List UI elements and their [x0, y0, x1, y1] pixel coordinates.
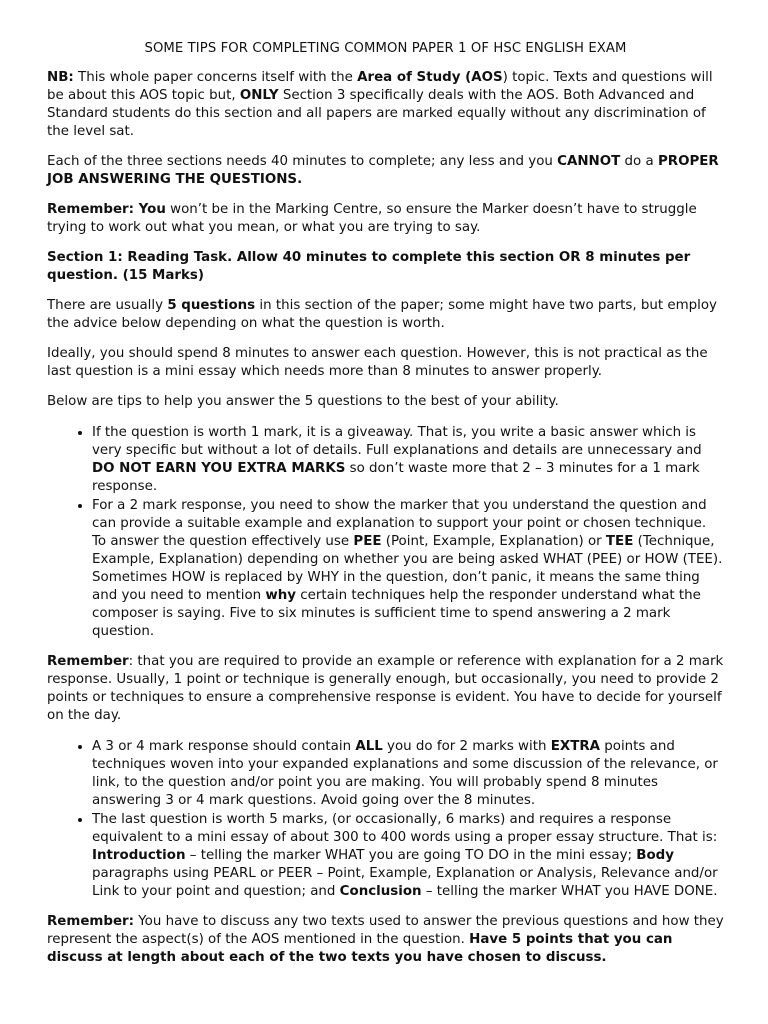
usually-paragraph — [47, 297, 724, 333]
below-paragraph: Below are tips to help you answer the 5 questions to the best of your ability. — [47, 394, 559, 409]
sections-time-bold-cannot: CANNOT — [557, 154, 621, 169]
sections-time-text-2: do a — [620, 154, 658, 169]
three-four-text-2: you do for 2 marks with — [382, 739, 551, 754]
three-four-text-1: A 3 or 4 mark response should contain — [92, 739, 356, 754]
remember-text-1: won’t be in the Marking Centre, so ensure the Marker doesn’t have to struggle trying to work out what you mean, or what you are trying to say. — [47, 202, 697, 235]
ideally-paragraph: Ideally, you should spend 8 minutes to answer each question. However, this is not practical as the last question is a mini essay which needs more than 8 minutes to answer properly. — [47, 346, 708, 379]
nb-bold-only: ONLY — [239, 88, 279, 103]
bullet-list-2 — [47, 737, 724, 901]
nb-bold-aos: Area of Study (AOS — [357, 70, 503, 85]
two-mark-bold-pee: PEE — [353, 534, 382, 549]
two-mark-text-4: certain techniques help the responder understand what the composer is saying. Five to six minutes is sufficient time to spend answering a 2 mark question. — [92, 588, 701, 639]
section1-heading-text: Section 1: Reading Task. Allow 40 minutes to complete this section OR 8 minutes per question. (15 Marks) — [47, 250, 691, 283]
three-four-text-3: points and techniques woven into your expanded explanations and some discussion of the relevance, or link, to the question and/or point you are making. You will probably spend 8 minutes answering 3 or 4 mark questions. Avoid going over the 8 minutes. — [92, 739, 718, 808]
remember-paragraph-1 — [47, 201, 724, 237]
last-q-bold-conclusion: Conclusion — [339, 884, 422, 899]
list-item-one-mark — [92, 423, 724, 496]
remember-label-2: Remember — [47, 654, 129, 669]
bullet-list-1 — [47, 423, 724, 641]
last-q-bold-introduction: Introduction — [92, 848, 186, 863]
remember-paragraph-3 — [47, 913, 724, 967]
remember-text-2: : that you are required to provide an example or reference with explanation for a 2 mark response. Usually, 1 point or technique is generally enough, but occasionally, you need to provide 2 points or techniques to ensure a comprehensive response is evident. You have to decide for yourself on the day. — [47, 654, 724, 723]
nb-text-3: Section 3 specifically deals with the AOS. Both Advanced and Standard students do this section and all papers are marked equally without any discrimination of the level sat. — [47, 88, 706, 139]
list-item-two-mark — [92, 496, 724, 641]
last-q-text-2: – telling the marker WHAT you are going TO DO in the mini essay; — [185, 848, 637, 863]
three-four-bold-extra: EXTRA — [550, 739, 600, 754]
usually-text-2: in this section of the paper; some might have two parts, but employ the advice below depending on what the question is worth. — [47, 298, 717, 331]
remember-paragraph-2 — [47, 653, 724, 725]
one-mark-text-2: so don’t waste more that 2 – 3 minutes for a 1 mark response. — [92, 461, 700, 494]
two-mark-text-1: For a 2 mark response, you need to show the marker that you understand the question and can provide a suitable example and explanation to support your point or chosen technique. To answer the question effectively use — [92, 498, 707, 549]
two-mark-text-3: (Technique, Example, Explanation) depending on whether you are being asked WHAT (PEE) or HOW (TEE). Sometimes HOW is replaced by WHY in the question, don’t panic, it means the same thing and you need to mention — [92, 534, 723, 603]
remember-text-3: You have to discuss any two texts used to answer the previous questions and how they represent the aspect(s) of the AOS mentioned in the question. — [47, 914, 724, 947]
two-mark-bold-why: why — [265, 588, 297, 603]
remember-label-3: Remember: — [47, 914, 135, 929]
two-mark-bold-tee: TEE — [605, 534, 634, 549]
three-four-bold-all: ALL — [355, 739, 383, 754]
sections-time-text-1: Each of the three sections needs 40 minutes to complete; any less and you — [47, 154, 558, 169]
nb-text-1: This whole paper concerns itself with the — [73, 70, 358, 85]
nb-label: NB: — [47, 70, 74, 85]
one-mark-text-1: If the question is worth 1 mark, it is a giveaway. That is, you write a basic answer which is very specific but without a lot of details. Full explanations and details are unnecessary and — [92, 425, 702, 458]
section1-heading — [47, 249, 724, 285]
nb-text-2: ) topic. Texts and questions will be about this AOS topic but, — [47, 70, 713, 103]
remember-label-1: Remember: You — [47, 202, 166, 217]
two-mark-text-2: (Point, Example, Explanation) or — [381, 534, 606, 549]
list-item-last-question — [92, 810, 724, 901]
usually-text-1: There are usually — [47, 298, 168, 313]
sections-time-bold-proper-job: PROPER JOB ANSWERING THE QUESTIONS. — [47, 154, 719, 187]
last-q-text-3: paragraphs using PEARL or PEER – Point, Example, Explanation or Analysis, Relevance and/or Link to your point and question; and — [92, 866, 718, 899]
usually-bold-5-questions: 5 questions — [167, 298, 256, 313]
last-q-text-1: The last question is worth 5 marks, (or occasionally, 6 marks) and requires a response equivalent to a mini essay of about 300 to 400 words using a proper essay structure. That is: — [92, 812, 718, 845]
one-mark-bold: DO NOT EARN YOU EXTRA MARKS — [92, 461, 346, 476]
remember-bold-5-points: Have 5 points that you can discuss at length about each of the two texts you have chosen to discuss. — [47, 932, 673, 965]
last-q-bold-body: Body — [636, 848, 674, 863]
last-q-text-4: – telling the marker WHAT you HAVE DONE. — [421, 884, 718, 899]
document-title: SOME TIPS FOR COMPLETING COMMON PAPER 1 OF HSC ENGLISH EXAM — [144, 41, 627, 56]
list-item-three-four-mark — [92, 737, 724, 810]
nb-paragraph — [47, 69, 724, 141]
sections-time-paragraph — [47, 153, 724, 189]
